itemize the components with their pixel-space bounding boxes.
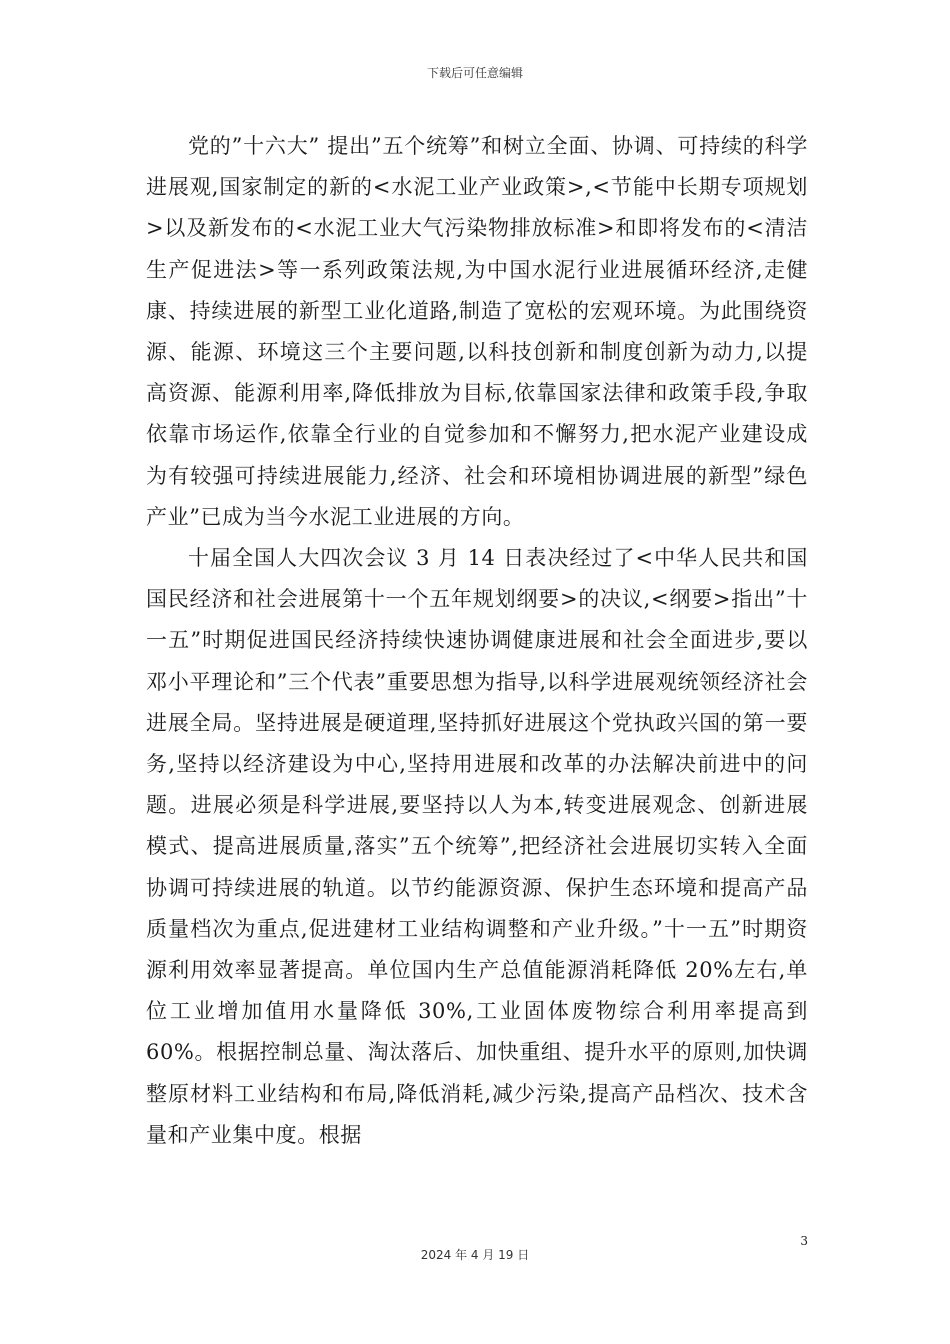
paragraph-1: 党的”十六大” 提出”五个统筹”和树立全面、协调、可持续的科学进展观,国家制定的新的<水泥工业产业政策>,<节能中长期专项规划>以及新发布的<水泥工业大气污染物排放标准>和即将发布的<清洁生产促进法>等一系列政策法规,为中国水泥行业进展循环经济,走健康、持续进展的新型工业化道路,制造了宽松的宏观环境。为此围绕资源、能源、环境这三个主要问题,以科技创新和制度创新为动力,以提高资源、能源利用率,降低排放为目标,依靠国家法律和政策手段,争取依靠市场运作,依靠全行业的自觉参加和不懈努力,把水泥产业建设成为有较强可持续进展能力,经济、社会和环境相协调进展的新型”绿色产业”已成为当今水泥工业进展的方向。 bbox=[146, 134, 808, 529]
document-body bbox=[146, 126, 808, 1156]
footer-date: 2024 年 4 月 19 日 bbox=[420, 1248, 530, 1262]
page-header: 下载后可任意编辑 bbox=[426, 66, 523, 80]
paragraph-2: 十届全国人大四次会议 3 月 14 日表决经过了<中华人民共和国国民经济和社会进展第十一个五年规划纲要>的决议,<纲要>指出”十一五”时期促进国民经济持续快速协调健康进展和社会全面进步,要以邓小平理论和”三个代表”重要思想为指导,以科学进展观统领经济社会进展全局。坚持进展是硬道理,坚持抓好进展这个党执政兴国的第一要务,坚持以经济建设为中心,坚持用进展和改革的办法解决前进中的问题。进展必须是科学进展,要坚持以人为本,转变进展观念、创新进展模式、提高进展质量,落实”五个统筹”,把经济社会进展切实转入全面协调可持续进展的轨道。以节约能源资源、保护生态环境和提高产品质量档次为重点,促进建材工业结构调整和产业升级。”十一五”时期资源利用效率显著提高。单位国内生产总值能源消耗降低 20%左右,单位工业增加值用水量降低 30%,工业固体废物综合利用率提高到 60%。根据控制总量、淘汰落后、加快重组、提升水平的原则,加快调整原材料工业结构和布局,降低消耗,减少污染,提高产品档次、技术含量和产业集中度。根据 bbox=[146, 546, 808, 1147]
page-number: 3 bbox=[800, 1234, 808, 1248]
